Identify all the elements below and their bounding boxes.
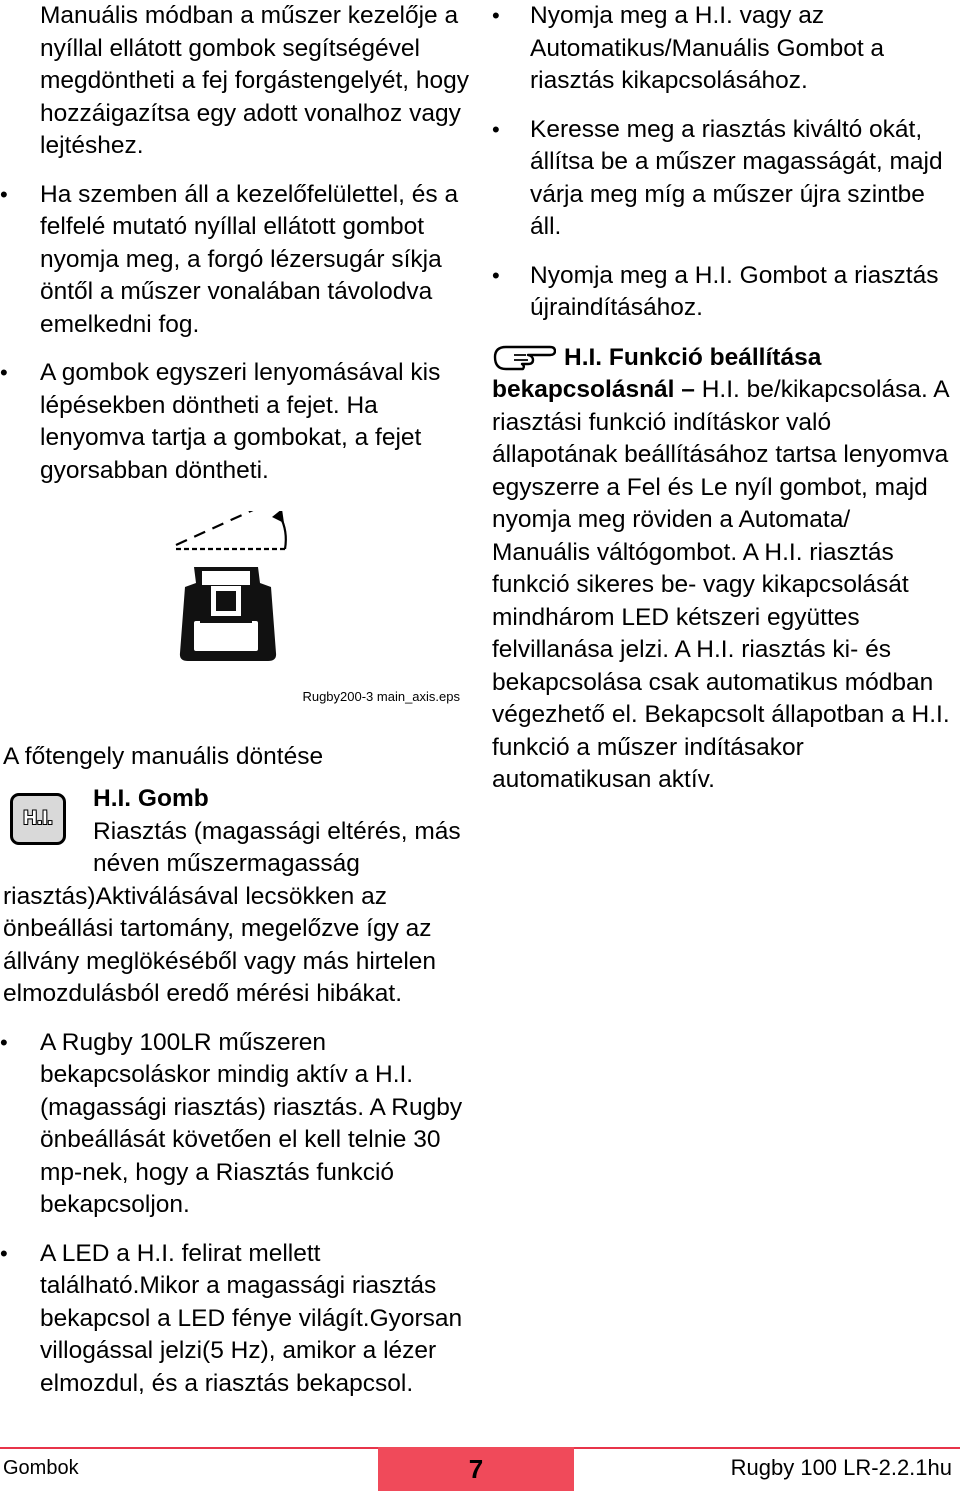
bullet-icon: • [0, 181, 8, 207]
list-item: • Keresse meg a riasztás kiváltó okát, állítsa be a műszer magasságát, majd várja meg míg a műszer újra szintbe áll. [492, 115, 943, 240]
hi-button-section [0, 783, 470, 881]
list-item: • A Rugby 100LR műszeren bekapcsoláskor mindig aktív a H.I. (magassági riasztás) riasztás. A Rugby önbeállását követően el kell telnie 30 mp-nek, hogy a Riasztás funkció bekapcsoljon. [0, 1028, 463, 1218]
hi-title: H.I. Gomb [93, 785, 209, 812]
hi-text-first: Riasztás (magassági eltérés, más néven műszermagasság [93, 817, 461, 877]
hi-key-icon: H.I. [10, 793, 66, 845]
hi-text-rest: riasztás)Aktiválásával lecsökken az önbeállási tartomány, megelőzve így az állvány meglökéséből vagy más hirtelen elmozdulásból eredő mérési hibákat. [3, 882, 437, 1007]
right-column [492, 0, 954, 797]
list-item: • A gombok egyszeri lenyomásával kis lépésekben döntheti a fejet. Ha lenyomva tartja a gombokat, a fejet gyorsabban döntheti. [0, 359, 441, 484]
list-item: • A LED a H.I. felirat mellett található.Mikor a magassági riasztás bekapcsol a LED fénye világít.Gyorsan villogással jelzi(5 Hz), amikor a lézer elmozdul, és a riasztás bekapcsol. [0, 1239, 463, 1397]
note-text: H.I. be/kikapcsolása. A riasztási funkció indításkor való állapotának beállításához tartsa lenyomva egyszerre a Fel és Le nyíl gombot, majd nyomja meg röviden a Automata/ Manuális váltógombot. A H.I. riasztás funkció sikeres be- vagy kikapcsolását mindhárom LED kétszeri együttes felvillanása jelzi. A H.I. riasztás ki- és bekapcsolása csak automatikus módban végezhető el. Bekapcsolt állapotban a H.I. funkció a műszer indításakor automatikusan aktív. [492, 376, 950, 793]
list-item: • Nyomja meg a H.I. vagy az Automatikus/Manuális Gombot a riasztás kikapcsolásához. [492, 2, 885, 94]
bullet-icon: • [492, 3, 500, 28]
intro-paragraph: Manuális módban a műszer kezelője a nyíllal ellátott gombok segítségével megdöntheti a fej forgástengelyét, hogy hozzáigazítsa egy adott vonalhoz vagy lejtéshez. [40, 2, 470, 159]
bullet-icon: • [0, 1240, 8, 1266]
list-item: • Nyomja meg a H.I. Gombot a riasztás újraindításához. [492, 261, 939, 321]
note-heading: H.I. Funkció beállítása bekapcsolásnál – [492, 343, 822, 403]
footer-document-id: Rugby 100 LR-2.2.1hu [730, 1455, 952, 1480]
tilted-laser-instrument-illustration [168, 511, 298, 683]
pointing-hand-icon [492, 341, 556, 371]
page-number: 7 [378, 1447, 574, 1491]
list-item: • Ha szemben áll a kezelőfelülettel, és a felfelé mutató nyíllal ellátott gombot nyomja meg, a forgó lézersugár síkja öntől a műszer vonalában távolodva emelkedni fog. [0, 180, 459, 338]
figure-main-axis [0, 503, 470, 741]
note-paragraph [492, 341, 954, 797]
figure-caption: A főtengely manuális döntése [3, 743, 324, 770]
bullet-icon: • [492, 262, 500, 288]
bullet-icon: • [0, 360, 8, 385]
left-column [0, 0, 470, 1416]
footer-section: Gombok [3, 1457, 79, 1479]
bullet-icon: • [492, 116, 500, 142]
figure-filename: Rugby200-3 main_axis.eps [302, 689, 460, 704]
bullet-icon: • [0, 1029, 8, 1055]
